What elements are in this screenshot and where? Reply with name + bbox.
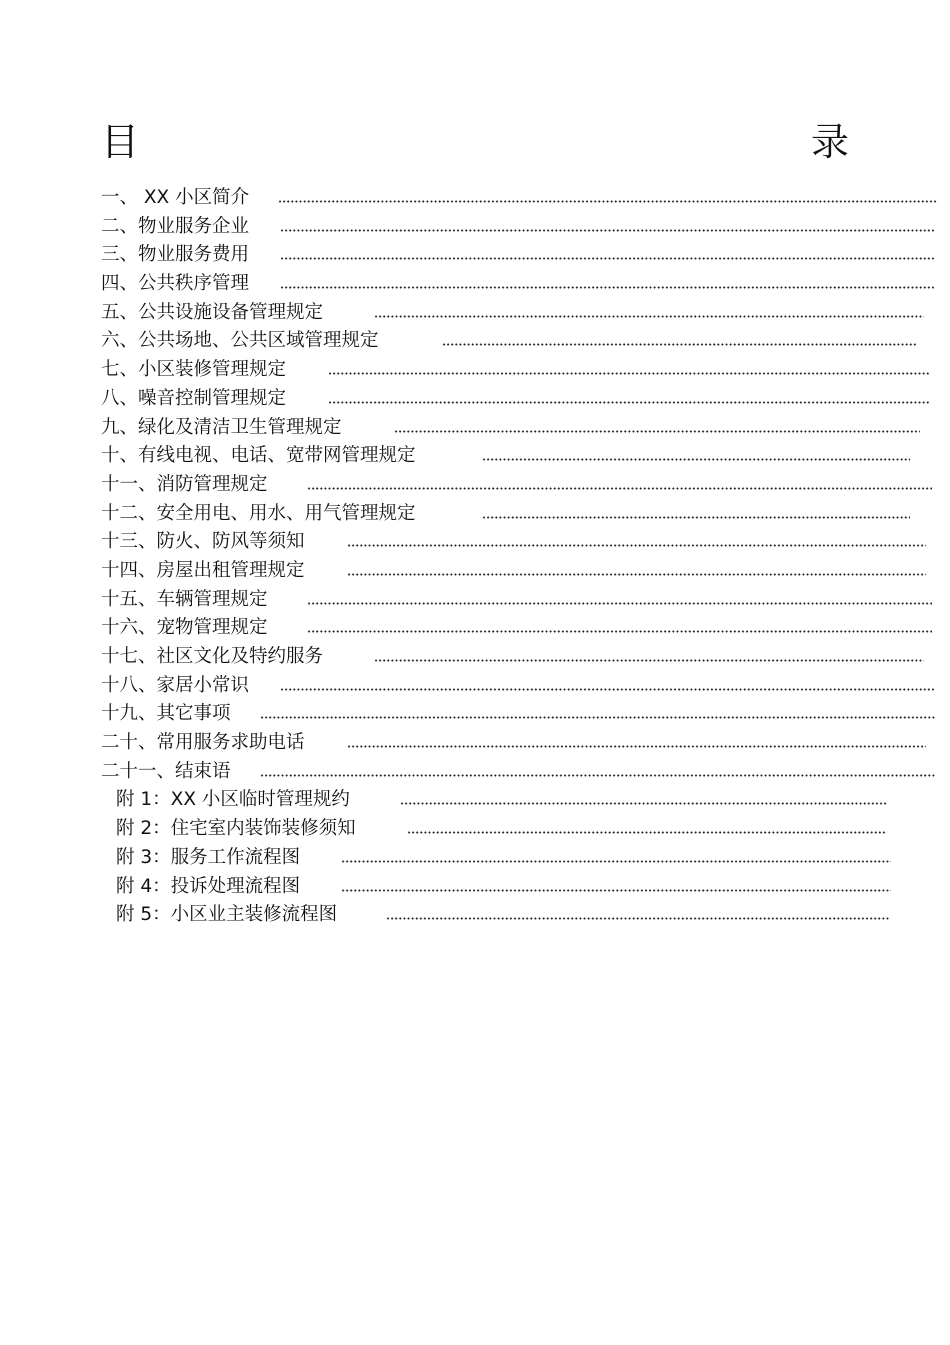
toc-entry[interactable] (0, 356, 950, 385)
toc-dot-leader (280, 679, 934, 693)
toc-entry-label: 二、物业服务企业 (101, 215, 250, 237)
toc-dot-leader (374, 306, 924, 320)
toc-entry[interactable] (0, 327, 950, 356)
toc-dot-leader (307, 593, 932, 607)
toc-dot-leader (400, 793, 887, 807)
toc-entry[interactable] (0, 385, 950, 414)
toc-dot-leader (347, 736, 926, 750)
toc-entry[interactable] (0, 729, 950, 758)
toc-entry[interactable] (0, 873, 950, 902)
toc-dot-leader (278, 191, 938, 205)
toc-entry-label: 九、绿化及清洁卫生管理规定 (101, 416, 342, 438)
toc-dot-leader (386, 908, 889, 922)
toc-entry[interactable] (0, 758, 950, 787)
toc-entry[interactable] (0, 901, 950, 930)
toc-entry-label: 附 4：投诉处理流程图 (116, 875, 301, 897)
toc-entry-label: 十七、社区文化及特约服务 (101, 646, 324, 667)
toc-entry[interactable] (0, 471, 950, 500)
toc-entry[interactable] (0, 270, 950, 299)
toc-entry-label: 八、噪音控制管理规定 (101, 387, 287, 409)
toc-dot-leader (341, 880, 891, 894)
toc-entry[interactable] (0, 442, 950, 471)
toc-entry-label: 十八、家居小常识 (101, 674, 250, 696)
toc-entry[interactable] (0, 586, 950, 615)
toc-entry-label: 六、公共场地、公共区域管理规定 (101, 330, 379, 352)
toc-entry[interactable] (0, 500, 950, 529)
toc-dot-leader (307, 478, 932, 492)
toc-entry-label: 十九、其它事项 (101, 703, 231, 725)
toc-dot-leader (347, 564, 926, 578)
toc-entry-label: 三、物业服务费用 (101, 244, 250, 266)
toc-entry[interactable] (0, 414, 950, 443)
toc-entry-label: 附 2：住宅室内装饰装修须知 (116, 818, 356, 840)
toc-dot-leader (341, 851, 891, 865)
toc-entry-label: 十一、消防管理规定 (101, 473, 268, 495)
toc-title-left: 目 (101, 120, 140, 164)
toc-entry[interactable] (0, 528, 950, 557)
toc-dot-leader (280, 220, 934, 234)
toc-dot-leader (482, 449, 910, 463)
toc-entry[interactable] (0, 700, 950, 729)
toc-dot-leader (280, 248, 934, 262)
toc-entry-label: 十四、房屋出租管理规定 (101, 559, 305, 581)
toc-dot-leader (328, 363, 930, 377)
toc-entry[interactable] (0, 643, 950, 672)
toc-entry-label: 十五、车辆管理规定 (101, 588, 268, 610)
toc-entry[interactable] (0, 815, 950, 844)
toc-dot-leader (482, 507, 910, 521)
toc-entry[interactable] (0, 213, 950, 242)
toc-entry-label: 附 3：服务工作流程图 (116, 846, 301, 868)
toc-entry-label: 十二、安全用电、用水、用气管理规定 (101, 502, 416, 524)
toc-entry-label: 一、 XX 小区简介 (101, 187, 250, 208)
toc-entry-label: 四、公共秩序管理 (101, 273, 250, 295)
toc-dot-leader (307, 621, 932, 635)
toc-entry-label: 附 5：小区业主装修流程图 (116, 904, 338, 926)
toc-entry[interactable] (0, 557, 950, 586)
toc-dot-leader (328, 392, 930, 406)
toc-entry-label: 五、公共设施设备管理规定 (101, 301, 324, 323)
toc-dot-leader (260, 707, 936, 721)
toc-entry[interactable] (0, 786, 950, 815)
toc-entry-label: 十六、宠物管理规定 (101, 617, 268, 639)
toc-entry-label: 二十、常用服务求助电话 (101, 732, 305, 754)
toc-entry[interactable] (0, 241, 950, 270)
toc-title-right: 录 (811, 120, 850, 164)
toc-dot-leader (280, 277, 934, 291)
toc-entry[interactable] (0, 184, 950, 213)
toc-entry[interactable] (0, 672, 950, 701)
toc-dot-leader (260, 765, 936, 779)
toc-entry-label: 二十一、结束语 (101, 760, 231, 782)
toc-entry[interactable] (0, 299, 950, 328)
toc-entry-label: 附 1：XX 小区临时管理规约 (116, 789, 350, 811)
table-of-contents (0, 184, 950, 930)
toc-entry-label: 七、小区装修管理规定 (101, 359, 287, 381)
toc-dot-leader (347, 535, 926, 549)
toc-entry[interactable] (0, 844, 950, 873)
toc-entry[interactable] (0, 614, 950, 643)
toc-dot-leader (374, 650, 924, 664)
toc-dot-leader (442, 334, 916, 348)
toc-entry-label: 十、有线电视、电话、宽带网管理规定 (101, 445, 416, 467)
toc-dot-leader (407, 822, 887, 836)
toc-entry-label: 十三、防火、防风等须知 (101, 531, 305, 553)
toc-dot-leader (394, 421, 920, 435)
